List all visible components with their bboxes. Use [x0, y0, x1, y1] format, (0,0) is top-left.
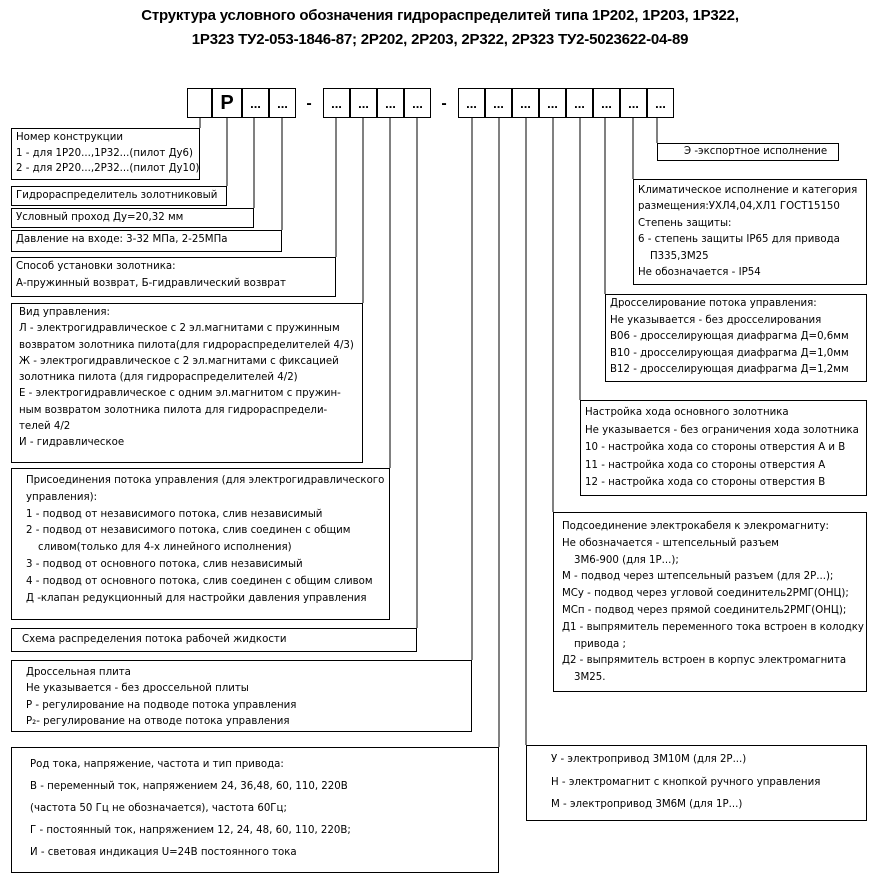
code-cell-14: ... [593, 88, 620, 118]
climate-line-1: Климатическое исполнение и категория [638, 185, 858, 196]
code-cell-12: ... [539, 88, 566, 118]
code-cell-5: ... [323, 88, 350, 118]
cable-connection-box [553, 512, 867, 692]
flow-scheme-label: Схема распределения потока рабочей жидкости [22, 634, 287, 645]
control-connection-line-3: 1 - подвод от независимого потока, слив независимый [26, 508, 323, 520]
throttling-line-3: В06 - дросселирующая диафрагма Д=0,6мм [610, 331, 849, 343]
export-version-box [657, 143, 839, 161]
stroke-line-4: 11 - настройка хода со стороны отверстия А [585, 459, 826, 471]
climate-line-5: П335,3М25 [650, 250, 709, 262]
climate-line-6: Не обозначается - IP54 [638, 267, 761, 279]
spool-mount-line-1: Способ установки золотника: [16, 261, 176, 272]
throttle-plate-line-2: Не указывается - без дроссельной плиты [26, 683, 249, 695]
design-number-line-3: 2 - для 2Р20...,2Р32...(пилот Ду10) [16, 163, 200, 174]
code-cell-15: ... [620, 88, 647, 118]
current-type-line-2: В - переменный ток, напряжением 24, 36,48, 60, 110, 220В [30, 781, 348, 792]
control-connection-line-8: Д -клапан редукционный для настройки давления управления [26, 592, 367, 604]
stroke-line-2: Не указывается - без ограничения хода золотника [585, 424, 859, 436]
throttling-line-2: Не указывается - без дросселирования [610, 314, 822, 326]
control-throttling-box [605, 294, 867, 382]
code-cell-4: ... [269, 88, 296, 118]
throttling-line-1: Дросселирование потока управления: [610, 298, 817, 309]
code-cell-13: ... [566, 88, 593, 118]
cable-line-7: Д1 - выпрямитель переменного тока встроен в колодку [562, 621, 864, 633]
flow-scheme-box [11, 628, 417, 652]
control-type-line-9: И - гидравлическое [19, 437, 125, 449]
cable-line-4: М - подвод через штепсельный разъем (для 2Р...); [562, 571, 834, 583]
control-type-line-2: Л - электрогидравлическое с 2 эл.магнитами с пружинным [19, 323, 340, 335]
drive-line-3: М - электропривод 3М6М (для 1Р...) [551, 799, 743, 810]
design-number-box [11, 128, 200, 180]
drive-line-2: Н - электромагнит с кнопкой ручного управления [551, 776, 821, 788]
climate-line-2: размещения:УХЛ4,04,ХЛ1 ГОСТ15150 [638, 201, 840, 213]
control-type-line-6: Е - электрогидравлическое с одним эл.магнитом с пружин- [19, 388, 341, 400]
distributor-type-box [11, 186, 227, 206]
throttling-line-4: В10 - дросселирующая диафрагма Д=1,0мм [610, 347, 849, 359]
current-type-box [11, 747, 499, 873]
climate-line-4: 6 - степень защиты IP65 для привода [638, 234, 840, 246]
current-type-line-4: Г - постоянный ток, напряжением 12, 24, 48, 60, 110, 220В; [30, 825, 351, 836]
cable-line-8: привода ; [574, 638, 626, 650]
design-number-line-2: 1 - для 1Р20...,1Р32...(пилот Ду6) [16, 147, 194, 159]
code-cell-6: ... [350, 88, 377, 118]
control-type-line-5: золотника пилота (для гидрораспределителей 4/2) [19, 372, 298, 384]
code-cell-8: ... [404, 88, 431, 118]
title-line-1: Структура условного обозначения гидрораспределитей типа 1Р202, 1Р203, 1Р322, [141, 7, 739, 24]
current-type-line-5: И - световая индикация U=24В постоянного тока [30, 847, 297, 858]
cable-line-3: 3М6-900 (для 1Р...); [574, 554, 679, 566]
control-type-line-3: возвратом золотника пилота(для гидрораспределителей 4/3) [19, 339, 354, 351]
cable-line-5: МСу - подвод через угловой соединитель2РМГ(ОНЦ); [562, 588, 849, 600]
spool-mount-box [11, 257, 336, 297]
spool-mount-line-2: А-пружинный возврат, Б-гидравлический возврат [16, 277, 286, 289]
code-cell-10: ... [485, 88, 512, 118]
inlet-pressure-label: Давление на входе: 3-32 МПа, 2-25МПа [16, 234, 228, 245]
control-connection-line-5: сливом(только для 4-х линейного исполнения) [38, 542, 292, 554]
control-type-line-7: ным возвратом золотника пилота для гидрораспредели- [19, 404, 328, 416]
title-line-2: 1Р323 ТУ2-053-1846-87; 2Р202, 2Р203, 2Р322, 2Р323 ТУ2-5023622-04-89 [191, 31, 689, 48]
control-type-line-8: телей 4/2 [19, 421, 71, 433]
control-type-box [11, 303, 363, 463]
throttle-plate-box [11, 660, 472, 732]
control-connection-line-2: управления): [26, 491, 97, 503]
cable-line-1: Подсоединение электрокабеля к элекромагниту: [562, 521, 829, 532]
code-cell-11: ... [512, 88, 539, 118]
throttle-plate-line-1: Дроссельная плита [26, 667, 131, 678]
code-separator-2: - [441, 95, 447, 112]
control-connection-line-7: 4 - подвод от основного потока, слив соединен с общим сливом [26, 575, 373, 587]
control-connection-line-1: Присоединения потока управления (для электрогидравлического [26, 475, 385, 486]
throttle-plate-line-3: Р - регулирование на подводе потока управления [26, 699, 297, 711]
stroke-line-5: 12 - настройка хода со стороны отверстия В [585, 477, 826, 488]
current-type-line-1: Род тока, напряжение, частота и тип привода: [30, 759, 284, 770]
code-separator-1: - [306, 95, 312, 112]
spool-stroke-box [580, 400, 867, 496]
cable-line-9: Д2 - выпрямитель встроен в корпус электромагнита [562, 655, 847, 667]
cable-line-10: 3М25. [574, 672, 606, 684]
export-version-label: Э -экспортное исполнение [684, 146, 828, 157]
control-type-line-1: Вид управления: [19, 307, 110, 318]
nominal-bore-box [11, 208, 254, 228]
current-type-line-3: (частота 50 Гц не обозначается), частота 60Гц; [30, 803, 287, 814]
cable-line-2: Не обозначается - штепсельный разъем [562, 537, 779, 549]
throttle-plate-line-4: Р₂- регулирование на отводе потока управления [26, 716, 290, 728]
control-connection-line-4: 2 - подвод от независимого потока, слив соединен с общим [26, 525, 351, 537]
stroke-line-3: 10 - настройка хода со стороны отверстия А и В [585, 442, 846, 453]
code-cell-3: ... [242, 88, 269, 118]
control-type-line-4: Ж - электрогидравлическое с 2 эл.магнитами с фиксацией [19, 355, 339, 367]
control-connection-line-6: 3 - подвод от основного потока, слив независимый [26, 558, 303, 570]
code-cell-2: Р [212, 88, 242, 118]
drive-type-box [526, 745, 867, 821]
control-connection-box [11, 468, 390, 620]
inlet-pressure-box [11, 230, 282, 252]
cable-line-6: МСп - подвод через прямой соединитель2РМГ(ОНЦ); [562, 604, 847, 616]
code-cell-1 [187, 88, 212, 118]
drive-line-1: У - электропривод 3М10М (для 2Р...) [551, 754, 747, 765]
code-cell-7: ... [377, 88, 404, 118]
nominal-bore-label: Условный проход Ду=20,32 мм [16, 212, 184, 223]
climate-line-3: Степень защиты: [638, 217, 732, 229]
code-cell-16: ... [647, 88, 674, 118]
throttling-line-5: В12 - дросселирующая диафрагма Д=1,2мм [610, 364, 849, 376]
design-number-line-1: Номер конструкции [16, 132, 123, 143]
climate-version-box [633, 179, 867, 285]
stroke-line-1: Настройка хода основного золотника [585, 407, 789, 418]
distributor-type-label: Гидрораспределитель золотниковый [16, 190, 218, 201]
code-cell-9: ... [458, 88, 485, 118]
